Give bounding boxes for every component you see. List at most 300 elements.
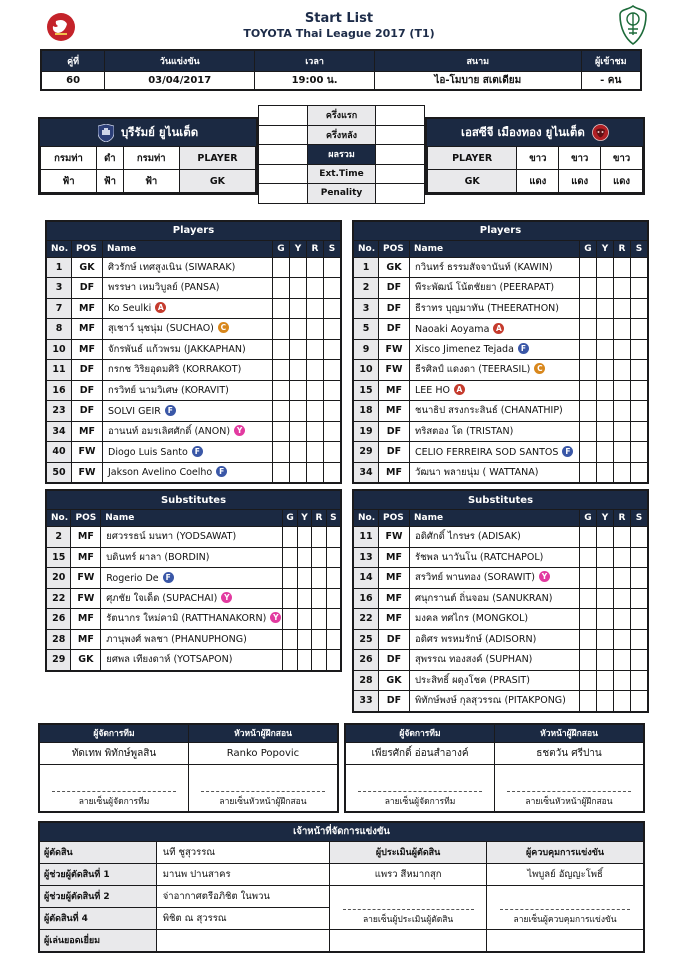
home-coach-name: Ranko Popovic [189, 742, 339, 764]
mark-cell [580, 670, 597, 691]
player-position: DF [72, 360, 103, 381]
column-mark-Y: Y [597, 510, 614, 527]
officials-row [39, 885, 644, 907]
column-no: No. [353, 510, 379, 527]
mark-cell [580, 442, 597, 463]
mark-cell [312, 547, 326, 568]
mark-cell [290, 319, 307, 340]
mark-cell [273, 278, 290, 299]
mark-cell [273, 360, 290, 381]
player-name: อดิศักดิ์ ไกรษร (ADISAK) [410, 527, 580, 548]
mark-cell [312, 629, 326, 650]
match-info-value: - คน [581, 72, 641, 91]
mark-cell [273, 421, 290, 442]
player-name: ธีรศิลป์ แดงดา (TEERASIL) C [410, 360, 580, 381]
mark-cell [580, 588, 597, 609]
player-position: MF [72, 319, 103, 340]
player-position: DF [379, 629, 410, 650]
player-row [46, 278, 341, 299]
player-name: พิทักษ์พงษ์ กุลสุวรรณ (PITAKPONG) [410, 691, 580, 712]
player-badge-Y: Y [234, 425, 245, 436]
player-name: ศุภชัย ใจเด็ด (SUPACHAI) Y [101, 588, 283, 609]
player-name: สุเชาว์ นุชนุ่ม (SUCHAO) C [103, 319, 273, 340]
player-position: GK [379, 670, 410, 691]
mark-cell [324, 421, 342, 442]
away-manager-label: ผู้จัดการทีม [345, 724, 495, 743]
player-row [46, 360, 341, 381]
away-score-cell [375, 106, 424, 126]
mark-cell [324, 462, 342, 483]
score-period-label: Penality [308, 184, 375, 204]
player-position: FW [379, 339, 410, 360]
mark-cell [324, 401, 342, 422]
mark-cell [580, 568, 597, 589]
mark-cell [614, 527, 631, 548]
column-no: No. [353, 240, 379, 257]
player-badge-F: F [165, 405, 176, 416]
player-badge-Y: Y [539, 571, 550, 582]
player-row [353, 568, 648, 589]
player-row [353, 462, 648, 483]
mark-cell [307, 462, 324, 483]
player-name: จักรพันธ์ แก้วพรม (JAKKAPHAN) [103, 339, 273, 360]
match-info-column-header: ผู้เข้าชม [581, 50, 641, 72]
mark-cell [297, 527, 311, 548]
mark-cell [326, 629, 341, 650]
player-name: ยศวรรธน์ มนทา (YODSAWAT) [101, 527, 283, 548]
mark-cell [273, 462, 290, 483]
mark-cell [283, 527, 298, 548]
mark-cell [326, 609, 341, 630]
player-name: กวินทร์ ธรรมสัจจานันท์ (KAWIN) [410, 257, 580, 278]
mark-cell [631, 442, 649, 463]
signature-line [507, 791, 631, 792]
mark-cell [273, 442, 290, 463]
player-row [46, 421, 341, 442]
away-roster-column [352, 220, 649, 713]
player-number: 13 [353, 547, 379, 568]
assistant2-name: จ่าอากาศตรีอภิชิต ในพวน [156, 885, 329, 907]
roster-title: Substitutes [46, 490, 341, 510]
home-team-header [40, 119, 256, 146]
player-name: CELIO FERREIRA SOD SANTOS F [410, 442, 580, 463]
mark-cell [324, 380, 342, 401]
player-position: DF [72, 380, 103, 401]
mark-cell [312, 588, 326, 609]
mark-cell [307, 380, 324, 401]
player-position: FW [379, 527, 410, 548]
roster-title-row [46, 221, 341, 241]
player-row [353, 527, 648, 548]
player-position: MF [379, 462, 410, 483]
column-mark-Y: Y [597, 240, 614, 257]
away-coach-label: หัวหน้าผู้ฝึกสอน [495, 724, 645, 743]
match-info-value-row [41, 72, 641, 91]
column-mark-S: S [631, 510, 649, 527]
player-position: DF [379, 278, 410, 299]
column-mark-S: S [324, 240, 342, 257]
player-number: 19 [353, 421, 379, 442]
score-period-label: ผลรวม [308, 145, 375, 165]
mark-cell [290, 257, 307, 278]
mark-cell [297, 650, 311, 671]
player-name: ภานุพงศ์ พลชา (PHANUPHONG) [101, 629, 283, 650]
home-coach-signature-cell [189, 764, 339, 812]
mark-cell [580, 319, 597, 340]
player-number: 10 [46, 339, 72, 360]
match-info-value: 03/04/2017 [105, 72, 255, 91]
away-team-box [425, 117, 645, 195]
column-no: No. [46, 510, 71, 527]
player-number: 15 [353, 380, 379, 401]
away-manager-name: เพียรศักดิ์ อ่อนสำอางค์ [345, 742, 495, 764]
player-row [353, 442, 648, 463]
kit-cell: ฟ้า [97, 170, 124, 193]
player-name: Jakson Avelino Coelho F [103, 462, 273, 483]
match-info-value: 19:00 น. [255, 72, 375, 91]
mark-cell [631, 339, 649, 360]
mark-cell [614, 401, 631, 422]
column-mark-S: S [631, 240, 649, 257]
player-row [353, 319, 648, 340]
roster-title-row [353, 490, 648, 510]
home-team-box [38, 117, 258, 195]
mark-cell [597, 442, 614, 463]
mark-cell [580, 650, 597, 671]
player-position: FW [72, 462, 103, 483]
player-number: 2 [46, 527, 71, 548]
player-badge-A: A [155, 302, 166, 313]
player-row [46, 442, 341, 463]
roster-column-header-row [46, 510, 341, 527]
player-position: MF [71, 527, 101, 548]
roster-column-header-row [353, 510, 648, 527]
away-staff-table [344, 723, 645, 813]
home-manager-signature-label: ลายเซ็นผู้จัดการทีม [78, 796, 150, 807]
mark-cell [597, 650, 614, 671]
mark-cell [597, 588, 614, 609]
player-position: MF [379, 568, 410, 589]
assessor-signature-cell [330, 885, 487, 929]
player-position: DF [379, 298, 410, 319]
player-number: 11 [46, 360, 72, 381]
player-number: 34 [46, 421, 72, 442]
home-score-cell [259, 125, 308, 145]
away-coach-name: ธชตวัน ศรีปาน [495, 742, 645, 764]
mark-cell [597, 339, 614, 360]
mark-cell [597, 421, 614, 442]
player-position: GK [72, 257, 103, 278]
player-row [46, 568, 341, 589]
mark-cell [324, 257, 342, 278]
column-mark-R: R [614, 240, 631, 257]
player-position: MF [72, 339, 103, 360]
player-number: 5 [353, 319, 379, 340]
mark-cell [614, 609, 631, 630]
player-row [353, 278, 648, 299]
player-row [353, 650, 648, 671]
referee-name: นที ชูสุวรรณ [156, 841, 329, 863]
player-position: DF [379, 319, 410, 340]
player-row [46, 298, 341, 319]
player-position: MF [71, 609, 101, 630]
signature-line [52, 791, 176, 792]
player-badge-Y: Y [270, 612, 281, 623]
mark-cell [290, 360, 307, 381]
player-number: 25 [353, 629, 379, 650]
player-name: ประสิทธิ์ ผดุงโชค (PRASIT) [410, 670, 580, 691]
player-position: GK [71, 650, 101, 671]
score-period-label: Ext.Time [308, 164, 375, 184]
mark-cell [283, 568, 298, 589]
mark-cell [631, 401, 649, 422]
player-row [46, 462, 341, 483]
kit-cell: แดง [601, 170, 643, 193]
player-number: 3 [353, 298, 379, 319]
match-info-column-header: คู่ที่ [41, 50, 105, 72]
fa-thailand-crest-icon [618, 5, 648, 45]
player-name: ทริสตอง โด (TRISTAN) [410, 421, 580, 442]
home-players-table [45, 220, 342, 485]
player-number: 16 [353, 588, 379, 609]
player-row [353, 360, 648, 381]
player-badge-F: F [518, 343, 529, 354]
mark-cell [326, 547, 341, 568]
signature-line [358, 791, 482, 792]
player-row [353, 588, 648, 609]
player-position: MF [379, 401, 410, 422]
mark-cell [312, 609, 326, 630]
player-badge-C: C [534, 363, 545, 374]
away-score-cell [375, 184, 424, 204]
player-number: 23 [46, 401, 72, 422]
roster-title-row [46, 490, 341, 510]
mark-cell [631, 629, 649, 650]
column-name: Name [103, 240, 273, 257]
match-info-header-row [41, 50, 641, 72]
home-staff-table [38, 723, 339, 813]
mark-cell [307, 319, 324, 340]
player-name: ศิวรักษ์ เทศสูงเนิน (SIWARAK) [103, 257, 273, 278]
mark-cell [597, 401, 614, 422]
thai-league-logo-icon [46, 12, 76, 42]
roster-title-row [353, 221, 648, 241]
away-team-crest-icon [592, 124, 609, 141]
fourth-official-label: ผู้ตัดสินที่ 4 [39, 907, 156, 929]
mark-cell [324, 278, 342, 299]
column-no: No. [46, 240, 72, 257]
signature-line [500, 909, 631, 910]
mark-cell [614, 670, 631, 691]
referee-label: ผู้ตัดสิน [39, 841, 156, 863]
mark-cell [614, 462, 631, 483]
player-badge-A: A [454, 384, 465, 395]
player-position: FW [72, 442, 103, 463]
assistant2-label: ผู้ช่วยผู้ตัดสินที่ 2 [39, 885, 156, 907]
match-info-table [40, 49, 642, 91]
player-name: สรวิทย์ พานทอง (SORAWIT) Y [410, 568, 580, 589]
player-number: 26 [46, 609, 71, 630]
mark-cell [324, 298, 342, 319]
player-number: 26 [353, 650, 379, 671]
home-coach-label: หัวหน้าผู้ฝึกสอน [189, 724, 339, 743]
player-position: DF [379, 421, 410, 442]
mark-cell [324, 442, 342, 463]
player-number: 22 [353, 609, 379, 630]
mark-cell [614, 629, 631, 650]
mark-cell [324, 339, 342, 360]
home-kit-table [40, 146, 256, 193]
mark-cell [326, 650, 341, 671]
player-row [46, 609, 341, 630]
kit-row [427, 170, 642, 193]
player-row [353, 547, 648, 568]
player-position: MF [379, 588, 410, 609]
best-player-label: ผู้เล่นยอดเยี่ยม [39, 929, 156, 952]
player-number: 18 [353, 401, 379, 422]
player-name: วัฒนา พลายนุ่ม ( WATTANA) [410, 462, 580, 483]
mark-cell [614, 380, 631, 401]
player-name: SOLVI GEIR F [103, 401, 273, 422]
player-name: ชนาธิป สรงกระสินธ์ (CHANATHIP) [410, 401, 580, 422]
column-pos: POS [71, 510, 101, 527]
mark-cell [290, 421, 307, 442]
player-number: 16 [46, 380, 72, 401]
player-row [46, 401, 341, 422]
page-subtitle: TOYOTA Thai League 2017 (T1) [243, 27, 435, 41]
home-score-cell [259, 106, 308, 126]
player-number: 3 [46, 278, 72, 299]
player-row [46, 257, 341, 278]
empty-cell [487, 929, 644, 952]
mark-cell [631, 298, 649, 319]
rosters-section [45, 220, 648, 713]
roster-title: Players [46, 221, 341, 241]
player-name: ธีราทร บุญมาทัน (THEERATHON) [410, 298, 580, 319]
mark-cell [312, 527, 326, 548]
mark-cell [597, 360, 614, 381]
score-period-label: ครึ่งแรก [308, 106, 375, 126]
away-manager-signature-cell [345, 764, 495, 812]
player-position: MF [72, 298, 103, 319]
mark-cell [631, 319, 649, 340]
player-badge-Y: Y [221, 592, 232, 603]
mark-cell [290, 380, 307, 401]
home-score-cell [259, 184, 308, 204]
away-coach-signature-cell [495, 764, 645, 812]
best-player-value [156, 929, 329, 952]
assessor-label: ผู้ประเมินผู้ตัดสิน [330, 841, 487, 863]
away-players-table [352, 220, 649, 485]
commissioner-name: ไพบูลย์ อัญญะโพธิ์ [487, 863, 644, 885]
column-mark-Y: Y [290, 240, 307, 257]
staff-section [38, 723, 645, 813]
mark-cell [631, 691, 649, 712]
mark-cell [597, 670, 614, 691]
player-number: 40 [46, 442, 72, 463]
commissioner-label: ผู้ควบคุมการแข่งขัน [487, 841, 644, 863]
match-info-column-header: วันแข่งขัน [105, 50, 255, 72]
player-name: อดิศร พรหมรักษ์ (ADISORN) [410, 629, 580, 650]
mark-cell [290, 462, 307, 483]
column-mark-R: R [312, 510, 326, 527]
player-row [353, 339, 648, 360]
player-name: มงคล ทศไกร (MONGKOL) [410, 609, 580, 630]
player-name: พีระพัฒน์ โน้ตชัยยา (PEERAPAT) [410, 278, 580, 299]
mark-cell [614, 298, 631, 319]
mark-cell [631, 462, 649, 483]
player-row [353, 609, 648, 630]
player-number: 29 [353, 442, 379, 463]
mark-cell [307, 401, 324, 422]
match-officials-title: เจ้าหน้าที่จัดการแข่งขัน [39, 822, 644, 842]
player-row [353, 670, 648, 691]
player-row [46, 588, 341, 609]
kit-row [41, 170, 256, 193]
player-row [46, 629, 341, 650]
home-manager-label: ผู้จัดการทีม [39, 724, 189, 743]
player-number: 29 [46, 650, 71, 671]
roster-column-header-row [353, 240, 648, 257]
mark-cell [273, 380, 290, 401]
player-number: 28 [353, 670, 379, 691]
mark-cell [597, 629, 614, 650]
mark-cell [580, 380, 597, 401]
mark-cell [307, 298, 324, 319]
empty-cell [330, 929, 487, 952]
mark-cell [597, 257, 614, 278]
mark-cell [290, 278, 307, 299]
column-pos: POS [379, 510, 410, 527]
player-number: 34 [353, 462, 379, 483]
home-score-cell [259, 145, 308, 165]
player-name: ยศพล เทียงดาห์ (YOTSAPON) [101, 650, 283, 671]
column-mark-G: G [283, 510, 298, 527]
player-row [353, 691, 648, 712]
player-position: MF [379, 609, 410, 630]
player-number: 22 [46, 588, 71, 609]
roster-column-header-row [46, 240, 341, 257]
mark-cell [312, 568, 326, 589]
player-badge-F: F [562, 446, 573, 457]
mark-cell [597, 547, 614, 568]
kit-cell: แดง [559, 170, 601, 193]
officials-row [39, 863, 644, 885]
mark-cell [631, 257, 649, 278]
kit-cell: ขาว [601, 147, 643, 170]
mark-cell [580, 401, 597, 422]
mark-cell [307, 360, 324, 381]
mark-cell [631, 360, 649, 381]
kit-cell: ดำ [97, 147, 124, 170]
player-name: บดินทร์ ผาลา (BORDIN) [101, 547, 283, 568]
player-name: อานนท์ อมรเลิศศักดิ์ (ANON) Y [103, 421, 273, 442]
mark-cell [580, 360, 597, 381]
officials-row [39, 841, 644, 863]
player-number: 33 [353, 691, 379, 712]
teams-and-score-section [38, 105, 645, 204]
player-number: 15 [46, 547, 71, 568]
player-number: 28 [46, 629, 71, 650]
mark-cell [614, 421, 631, 442]
kit-cell: กรมท่า [41, 147, 97, 170]
kit-cell: ขาว [517, 147, 559, 170]
mark-cell [307, 339, 324, 360]
player-name: Ko Seulki A [103, 298, 273, 319]
match-info-column-header: เวลา [255, 50, 375, 72]
mark-cell [283, 650, 298, 671]
player-row [353, 629, 648, 650]
